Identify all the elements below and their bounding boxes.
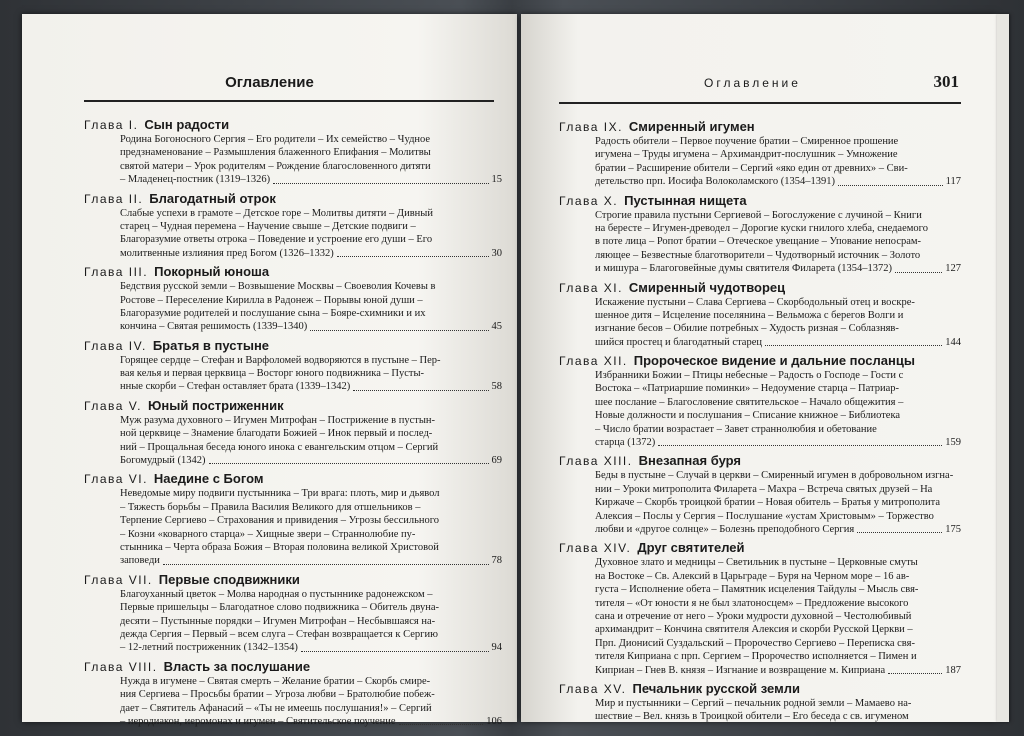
summary-line-with-page xyxy=(120,454,502,467)
toc-chapter[interactable] xyxy=(559,680,961,724)
summary-line: в поте лица – Ропот братии – Отеческое увещание – Упование непосрам- xyxy=(595,236,922,248)
summary-line: и мишура – Благоговейные думы святителя Филарета (1354–1372) xyxy=(595,263,892,275)
summary-line: Новые должности и послушания – Списание книжное – Библиотека xyxy=(595,410,901,422)
chapter-summary xyxy=(120,354,502,394)
summary-line: Бедствия русской земли – Возвышение Москвы – Своеволия Кочевы в xyxy=(120,281,436,293)
dot-leader xyxy=(888,664,942,677)
chapter-heading xyxy=(84,116,502,133)
chapter-number: Глава XI. xyxy=(559,280,623,295)
toc-chapter[interactable] xyxy=(559,539,961,677)
chapter-title: Братья в пустыне xyxy=(152,337,270,353)
toc-chapter[interactable] xyxy=(84,190,502,261)
dot-leader xyxy=(353,380,488,393)
summary-line: десяти – Пустынные порядки – Игумен Митрофан – Несбывшаяся на- xyxy=(120,615,436,627)
chapter-number: Глава XIV. xyxy=(559,541,632,556)
summary-line: Благоразумие ответы отрока – Поведение и устроение его души – Его xyxy=(120,234,433,246)
chapter-heading xyxy=(84,470,502,487)
summary-line: Нужда в игумене – Святая смерть – Желание братии – Скорбь смире- xyxy=(120,675,431,687)
chapter-summary xyxy=(120,675,502,729)
summary-line: Слабые успехи в грамоте – Детское горе – Молитвы дитяти – Дивный xyxy=(120,207,433,219)
summary-line: – Число братии возрастает – Завет страннолюбия и обетование xyxy=(595,423,877,435)
summary-line-with-page xyxy=(120,380,502,393)
summary-line: Богомудрый (1342) xyxy=(120,455,206,467)
summary-line: изгнание бесов – Обилие потребных – Худость ризная – Соблазняв- xyxy=(595,323,899,335)
dot-leader xyxy=(337,247,489,260)
dot-leader xyxy=(895,262,942,275)
running-head: Оглавление xyxy=(225,74,314,91)
chapter-title: Смиренный игумен xyxy=(628,119,755,134)
summary-line: Горящее сердце – Стефан и Варфоломей водворяются в пустыне – Пер- xyxy=(120,354,441,366)
chapter-heading xyxy=(84,571,502,588)
chapter-number: Глава VII. xyxy=(84,572,153,587)
page-number: 301 xyxy=(933,72,959,91)
chapter-heading xyxy=(559,452,961,469)
summary-line-with-page xyxy=(595,436,961,449)
dot-leader xyxy=(301,641,489,654)
chapter-heading xyxy=(84,658,502,675)
summary-line: Киржаче – Скорбь троицкой братии – Новая обитель – Братья у митрополита xyxy=(595,497,941,509)
chapter-page-number: 127 xyxy=(945,263,961,275)
toc-chapter[interactable] xyxy=(559,118,961,189)
right-page xyxy=(521,14,997,722)
summary-line: Востока – «Патриаршие поминки» – Недоумение старца – Патриар- xyxy=(595,383,899,395)
summary-line: игумена – Труды игумена – Архимандрит-послушник – Умножение xyxy=(595,149,898,161)
summary-line: шее послание – Благословение святительское – Начало общежития – xyxy=(595,396,904,408)
chapter-number: Глава VIII. xyxy=(84,659,158,674)
summary-line: Радость обители – Первое поучение братии – Смиренное прошение xyxy=(595,136,899,147)
summary-line: нные скорби – Стефан оставляет брата (1339–1342) xyxy=(120,381,351,393)
chapter-page-number: 159 xyxy=(945,437,961,449)
dot-leader xyxy=(857,523,942,536)
dot-leader xyxy=(838,175,943,188)
chapter-page-number: 187 xyxy=(945,664,961,676)
chapter-summary xyxy=(595,209,961,276)
toc-chapter[interactable] xyxy=(559,279,961,350)
summary-line: Избранники Божии – Птицы небесные – Радость о Господе – Гости с xyxy=(595,370,904,382)
dot-leader xyxy=(273,173,488,186)
summary-line-with-page xyxy=(595,523,961,536)
chapter-heading xyxy=(559,539,961,556)
chapter-summary xyxy=(595,135,961,189)
summary-line: братии – Расширение обители – Сергий «яко един от древних» – Сви- xyxy=(595,162,908,174)
summary-line-with-page xyxy=(595,262,961,275)
summary-line: сана и отречение от него – Уроки мудрости духовной – Честолюбивый xyxy=(595,610,912,622)
chapter-page-number: 69 xyxy=(491,455,502,467)
chapter-title: Смиренный чудотворец xyxy=(628,279,786,295)
toc-chapter[interactable] xyxy=(84,263,502,334)
summary-line: детельство прп. Иосифа Волоколамского (1354–1391) xyxy=(595,176,835,188)
dot-leader xyxy=(310,320,488,333)
left-page xyxy=(22,14,517,727)
chapter-number: Глава XV. xyxy=(559,681,627,696)
summary-line: вая келья и первая церквица – Восторг юного подвижника – Пусты- xyxy=(120,368,425,380)
summary-line-with-page xyxy=(120,320,502,333)
chapter-number: Глава V. xyxy=(84,398,142,413)
chapter-title: Печальник русской земли xyxy=(632,680,800,696)
chapter-number: Глава XIII. xyxy=(559,454,633,469)
chapter-summary xyxy=(120,280,502,334)
summary-line: дежда Сергия – Первый – всем слуга – Стефан возвращается к Сергию xyxy=(120,628,438,640)
dot-leader xyxy=(658,436,942,449)
summary-line: Прп. Дионисий Суздальский – Пророчество Сергиево – Переписка свя- xyxy=(595,637,915,649)
summary-line: Духовное злато и медницы – Светильник в пустыне – Церковные смуты xyxy=(595,557,918,569)
chapter-heading xyxy=(559,118,961,135)
summary-line: – Тяжесть борьбы – Правила Василия Великого для отшельников – xyxy=(120,501,421,513)
header-rule xyxy=(559,102,961,104)
chapter-number: Глава IV. xyxy=(84,338,147,353)
summary-line: старца (1372) xyxy=(595,437,656,449)
chapter-number: Глава IX. xyxy=(559,120,623,134)
toc-chapter[interactable] xyxy=(84,658,502,729)
chapter-heading xyxy=(84,397,502,414)
summary-line: архимандрит – Кончина святителя Алексия и скорби Русской Церкви – xyxy=(595,624,913,636)
toc-chapter[interactable] xyxy=(559,192,961,276)
chapter-heading xyxy=(84,263,502,280)
summary-line-with-page xyxy=(120,247,502,260)
chapter-heading xyxy=(559,352,961,369)
chapter-number: Глава X. xyxy=(559,193,619,208)
summary-line: на бересте – Игумен-древодел – Дорогие куски гнилого хлеба, снедаемого xyxy=(595,222,928,234)
summary-line: Муж разума духовного – Игумен Митрофан – Пострижение в пустын- xyxy=(120,414,436,426)
summary-line-with-page xyxy=(120,715,502,728)
chapter-summary xyxy=(120,487,502,567)
summary-line: стынника – Черта образа Божия – Вторая половина великой Христовой xyxy=(120,541,439,553)
summary-line: тителя Киприана с прп. Сергием – Пророчество исполняется – Пимен и xyxy=(595,651,917,663)
summary-line-with-page xyxy=(595,336,961,349)
summary-line: шийся простец и благодатный старец xyxy=(595,336,762,348)
header-rule xyxy=(84,100,494,102)
summary-line: Строгие правила пустыни Сергиевой – Богослужение с лучиной – Книги xyxy=(595,209,922,221)
chapter-page-number: 144 xyxy=(945,336,961,348)
chapter-title: Благодатный отрок xyxy=(149,190,276,206)
chapter-title: Сын радости xyxy=(144,117,230,132)
summary-line: Искажение пустыни – Слава Сергиева – Скорбодольный отец и воскре- xyxy=(595,296,915,308)
summary-line: заповеди xyxy=(120,555,160,567)
summary-line-with-page xyxy=(595,664,961,677)
chapter-summary xyxy=(120,133,502,187)
chapter-number: Глава II. xyxy=(84,191,144,206)
chapter-summary xyxy=(595,556,961,677)
summary-line: дает – Святитель Афанасий – «Ты не имеешь послушания!» – Сергий xyxy=(120,702,432,714)
dot-leader xyxy=(765,336,942,349)
summary-line: Беды в пустыне – Случай в церкви – Смиренный игумен в добровольном изгна- xyxy=(595,470,954,482)
chapter-title: Друг святителей xyxy=(637,540,745,556)
toc-chapter[interactable] xyxy=(84,470,502,567)
summary-line: Алексия – Послы у Сергия – Послушание «устам Христовым» – Торжество xyxy=(595,510,934,522)
summary-line: молитвенные излияния пред Богом (1326–1332) xyxy=(120,247,334,259)
summary-line: ния Сергиева – Просьбы братии – Угроза любви – Братолюбие побеж- xyxy=(120,689,435,701)
chapter-title: Юный постриженник xyxy=(147,397,284,413)
summary-line-with-page xyxy=(595,175,961,188)
summary-line-with-page xyxy=(120,554,502,567)
chapter-title: Наедине с Богом xyxy=(153,471,264,487)
chapter-page-number: 30 xyxy=(491,247,502,259)
summary-line: – 12-летний постриженник (1342–1354) xyxy=(120,642,298,654)
chapter-title: Покорный юноша xyxy=(154,264,270,280)
dot-leader xyxy=(209,454,489,467)
summary-line: предзнаменование – Размышления блаженного Епифания – Молитвы xyxy=(120,147,431,159)
summary-line: на Востоке – Св. Алексий в Царьграде – Буря на Черном море – 16 ав- xyxy=(595,570,910,582)
chapter-number: Глава VI. xyxy=(84,472,148,487)
table-of-contents-right xyxy=(559,118,961,727)
chapter-title: Внезапная буря xyxy=(638,453,741,469)
summary-line: – Младенец-постник (1319–1326) xyxy=(120,174,271,186)
summary-line-with-page xyxy=(120,641,502,654)
chapter-page-number: 78 xyxy=(491,555,502,567)
chapter-number: Глава III. xyxy=(84,265,149,280)
summary-line: святой матери – Урок родителям – Рождение благословенного дитяти xyxy=(120,160,431,172)
summary-line: шенное дитя – Исцеление поселянина – Вельможа с берегов Волги и xyxy=(595,309,904,321)
summary-line: Неведомые миру подвиги пустынника – Три врага: плоть, мир и дьявол xyxy=(120,488,440,500)
chapter-title: Пророческое видение и дальние посланцы xyxy=(633,353,915,369)
chapter-heading xyxy=(84,190,502,207)
toc-chapter[interactable] xyxy=(84,571,502,655)
dot-leader xyxy=(163,554,489,567)
toc-chapter[interactable] xyxy=(84,337,502,394)
summary-line: ной церквице – Знамение благодати Божией – Инок первый и послед- xyxy=(120,428,433,440)
chapter-title: Первые сподвижники xyxy=(158,571,300,587)
chapter-number: Глава XII. xyxy=(559,354,628,369)
chapter-page-number: 175 xyxy=(945,523,961,535)
toc-chapter[interactable] xyxy=(559,452,961,536)
summary-line: шествие – Вел. князь в Троицкой обители – Его беседа с св. игуменом xyxy=(595,711,909,723)
chapter-number: Глава I. xyxy=(84,118,139,132)
summary-line: Киприан – Гнев В. князя – Изгнание и возвращение м. Киприана xyxy=(595,664,886,676)
chapter-summary xyxy=(595,296,961,350)
dot-leader xyxy=(399,715,484,728)
chapter-heading xyxy=(559,192,961,209)
summary-line: ляющее – Безвестные благотворители – Чудотворный источник – Золото xyxy=(595,249,921,261)
summary-line: – иеродиакон, иеромонах и игумен – Святительское поучение xyxy=(120,715,396,727)
summary-line: ний – Прощальная беседа юного инока с евангельским отцом – Сергий xyxy=(120,441,439,453)
chapter-summary xyxy=(120,588,502,655)
summary-line: Первые пришельцы – Благодатное слово подвижника – Обитель двуна- xyxy=(120,602,440,614)
chapter-summary xyxy=(595,697,961,724)
summary-line-with-page xyxy=(120,173,502,186)
chapter-page-number: 106 xyxy=(486,715,502,727)
summary-line: любви и «другое солнце» – Болезнь преподобного Сергия xyxy=(595,523,855,535)
summary-line: Благоуханный цветок – Молва народная о пустыннике радонежском – xyxy=(120,588,433,600)
summary-line: Ростове – Переселение Кирилла в Радонеж – Порывы юной души – xyxy=(120,294,423,306)
summary-line: густа – Исполнение обета – Памятник исцеления Тайдулы – Мысль свя- xyxy=(595,584,919,596)
summary-line: тителя – «От юности я не был златоносцем» – Предложение высокого xyxy=(595,597,909,609)
toc-chapter[interactable] xyxy=(84,397,502,468)
chapter-page-number: 117 xyxy=(945,176,961,188)
summary-line: Родина Богоносного Сергия – Его родители – Их семейство – Чудное xyxy=(120,134,431,145)
chapter-heading xyxy=(559,279,961,296)
summary-line: Благоразумие родителей и послушание сына – Бояре-схимники и их xyxy=(120,307,426,319)
chapter-page-number: 58 xyxy=(491,381,502,393)
summary-line: старец – Чудная перемена – Научение свыше – Детские подвиги – xyxy=(120,220,416,232)
table-of-contents-left xyxy=(84,116,502,731)
summary-line: нии – Уроки митрополита Филарета – Махра – Встреча святых друзей – На xyxy=(595,483,933,495)
summary-line: Терпение Сергиево – Страхования и привидения – Угрозы бессильного xyxy=(120,515,440,527)
chapter-summary xyxy=(595,369,961,449)
summary-line: Мир и пустынники – Сергий – печальник родной земли – Мамаево на- xyxy=(595,697,912,709)
summary-line: – Козни «коварного старца» – Хищные звери – Страннолюбие пу- xyxy=(120,528,416,540)
chapter-summary xyxy=(595,469,961,536)
chapter-heading xyxy=(84,337,502,354)
chapter-summary xyxy=(120,414,502,468)
chapter-title: Власть за послушание xyxy=(163,658,311,674)
toc-chapter[interactable] xyxy=(84,116,502,187)
chapter-title: Пустынная нищета xyxy=(624,192,747,208)
running-head-title: Оглавление xyxy=(704,76,801,90)
summary-line: кончина – Святая решимость (1339–1340) xyxy=(120,321,308,333)
chapter-page-number: 94 xyxy=(491,642,502,654)
chapter-page-number: 45 xyxy=(491,321,502,333)
chapter-summary xyxy=(120,207,502,261)
toc-chapter[interactable] xyxy=(559,352,961,449)
chapter-page-number: 15 xyxy=(491,174,502,186)
chapter-heading xyxy=(559,680,961,697)
